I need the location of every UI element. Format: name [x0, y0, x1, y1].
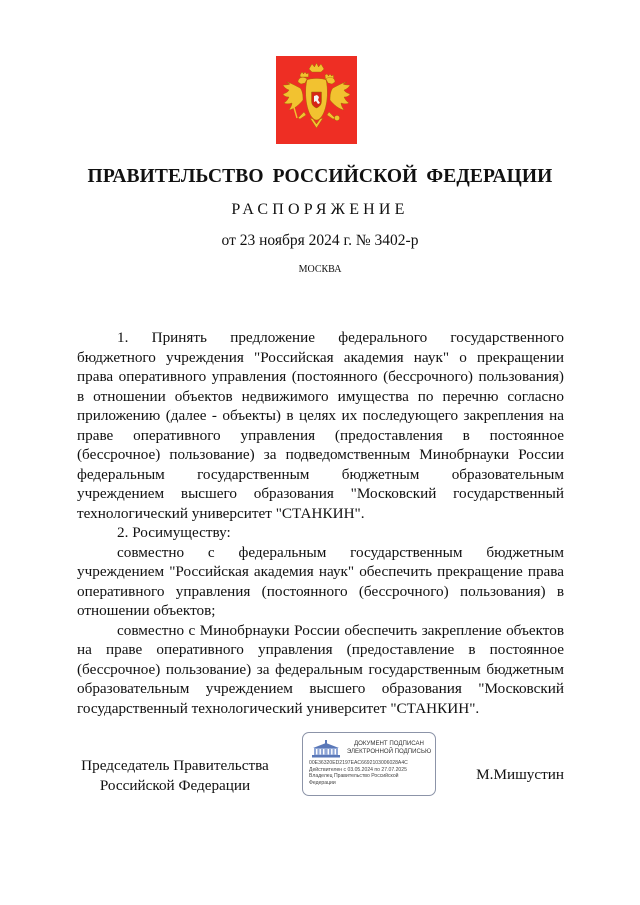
paragraph-3: совместно с федеральным государственным бюджетным учреждением "Российская академия наук" обеспечить прекращение права оперативного управления (постоянного (бессрочного) пользования) в отношении объектов; — [77, 543, 564, 619]
signatory-name: М.Мишустин — [476, 766, 564, 783]
signatory-position — [75, 756, 275, 796]
stamp-heading-line1: ДОКУМЕНТ ПОДПИСАН — [354, 740, 424, 747]
document-body — [77, 328, 564, 718]
stamp-validity: Действителен с 03.05.2024 по 27.07.2025 — [309, 766, 407, 773]
stamp-heading-line2: ЭЛЕКТРОННОЙ ПОДПИСЬЮ — [346, 747, 432, 755]
coat-of-arms-emblem — [276, 56, 357, 144]
government-title: ПРАВИТЕЛЬСТВО РОССИЙСКОЙ ФЕДЕРАЦИИ — [87, 166, 553, 187]
document-city: МОСКВА — [298, 264, 342, 275]
signatory-position-line1: Председатель Правительства — [81, 757, 269, 774]
stamp-details — [309, 760, 433, 786]
stamp-owner-line1: Владелец Правительство Российской — [309, 773, 399, 780]
electronic-signature-stamp — [302, 732, 436, 796]
signatory-position-line2: Российской Федерации — [99, 777, 251, 794]
paragraph-4: совместно с Минобрнауки России обеспечить закрепление объектов на праве оперативного управления (предоставление в постоянное (бессрочное) пользование) за федеральным государственным бюджетным образовательным учреждением высшего образования "Московский государственный технологический университет "СТАНКИН". — [77, 621, 564, 717]
government-building-icon — [308, 739, 344, 759]
stamp-certificate: 00E36320ED2197EAC6692103006028A4C — [309, 760, 408, 766]
paragraph-2: 2. Росимуществу: — [117, 524, 231, 541]
document-type: РАСПОРЯЖЕНИЕ — [231, 201, 409, 218]
paragraph-1: 1. Принять предложение федерального государственного бюджетного учреждения "Российская академия наук" о прекращении права оперативного управления (постоянного (бессрочного) пользования) в отношении объектов недвижимого имущества по перечню согласно приложению (далее - объекты) в целях их последующего закрепления на праве оперативного управления (предоставления в постоянное (бессрочное) пользование) за подведомственным Минобрнауки России федеральным государственным бюджетным образовательным учреждением высшего образования "Московский государственный технологический университет "СТАНКИН". — [77, 329, 564, 522]
stamp-owner-line2: Федерации — [309, 779, 336, 786]
document-date-number: от 23 ноября 2024 г. № 3402-р — [221, 232, 419, 249]
double-headed-eagle-icon — [276, 56, 357, 144]
stamp-heading — [345, 740, 433, 755]
